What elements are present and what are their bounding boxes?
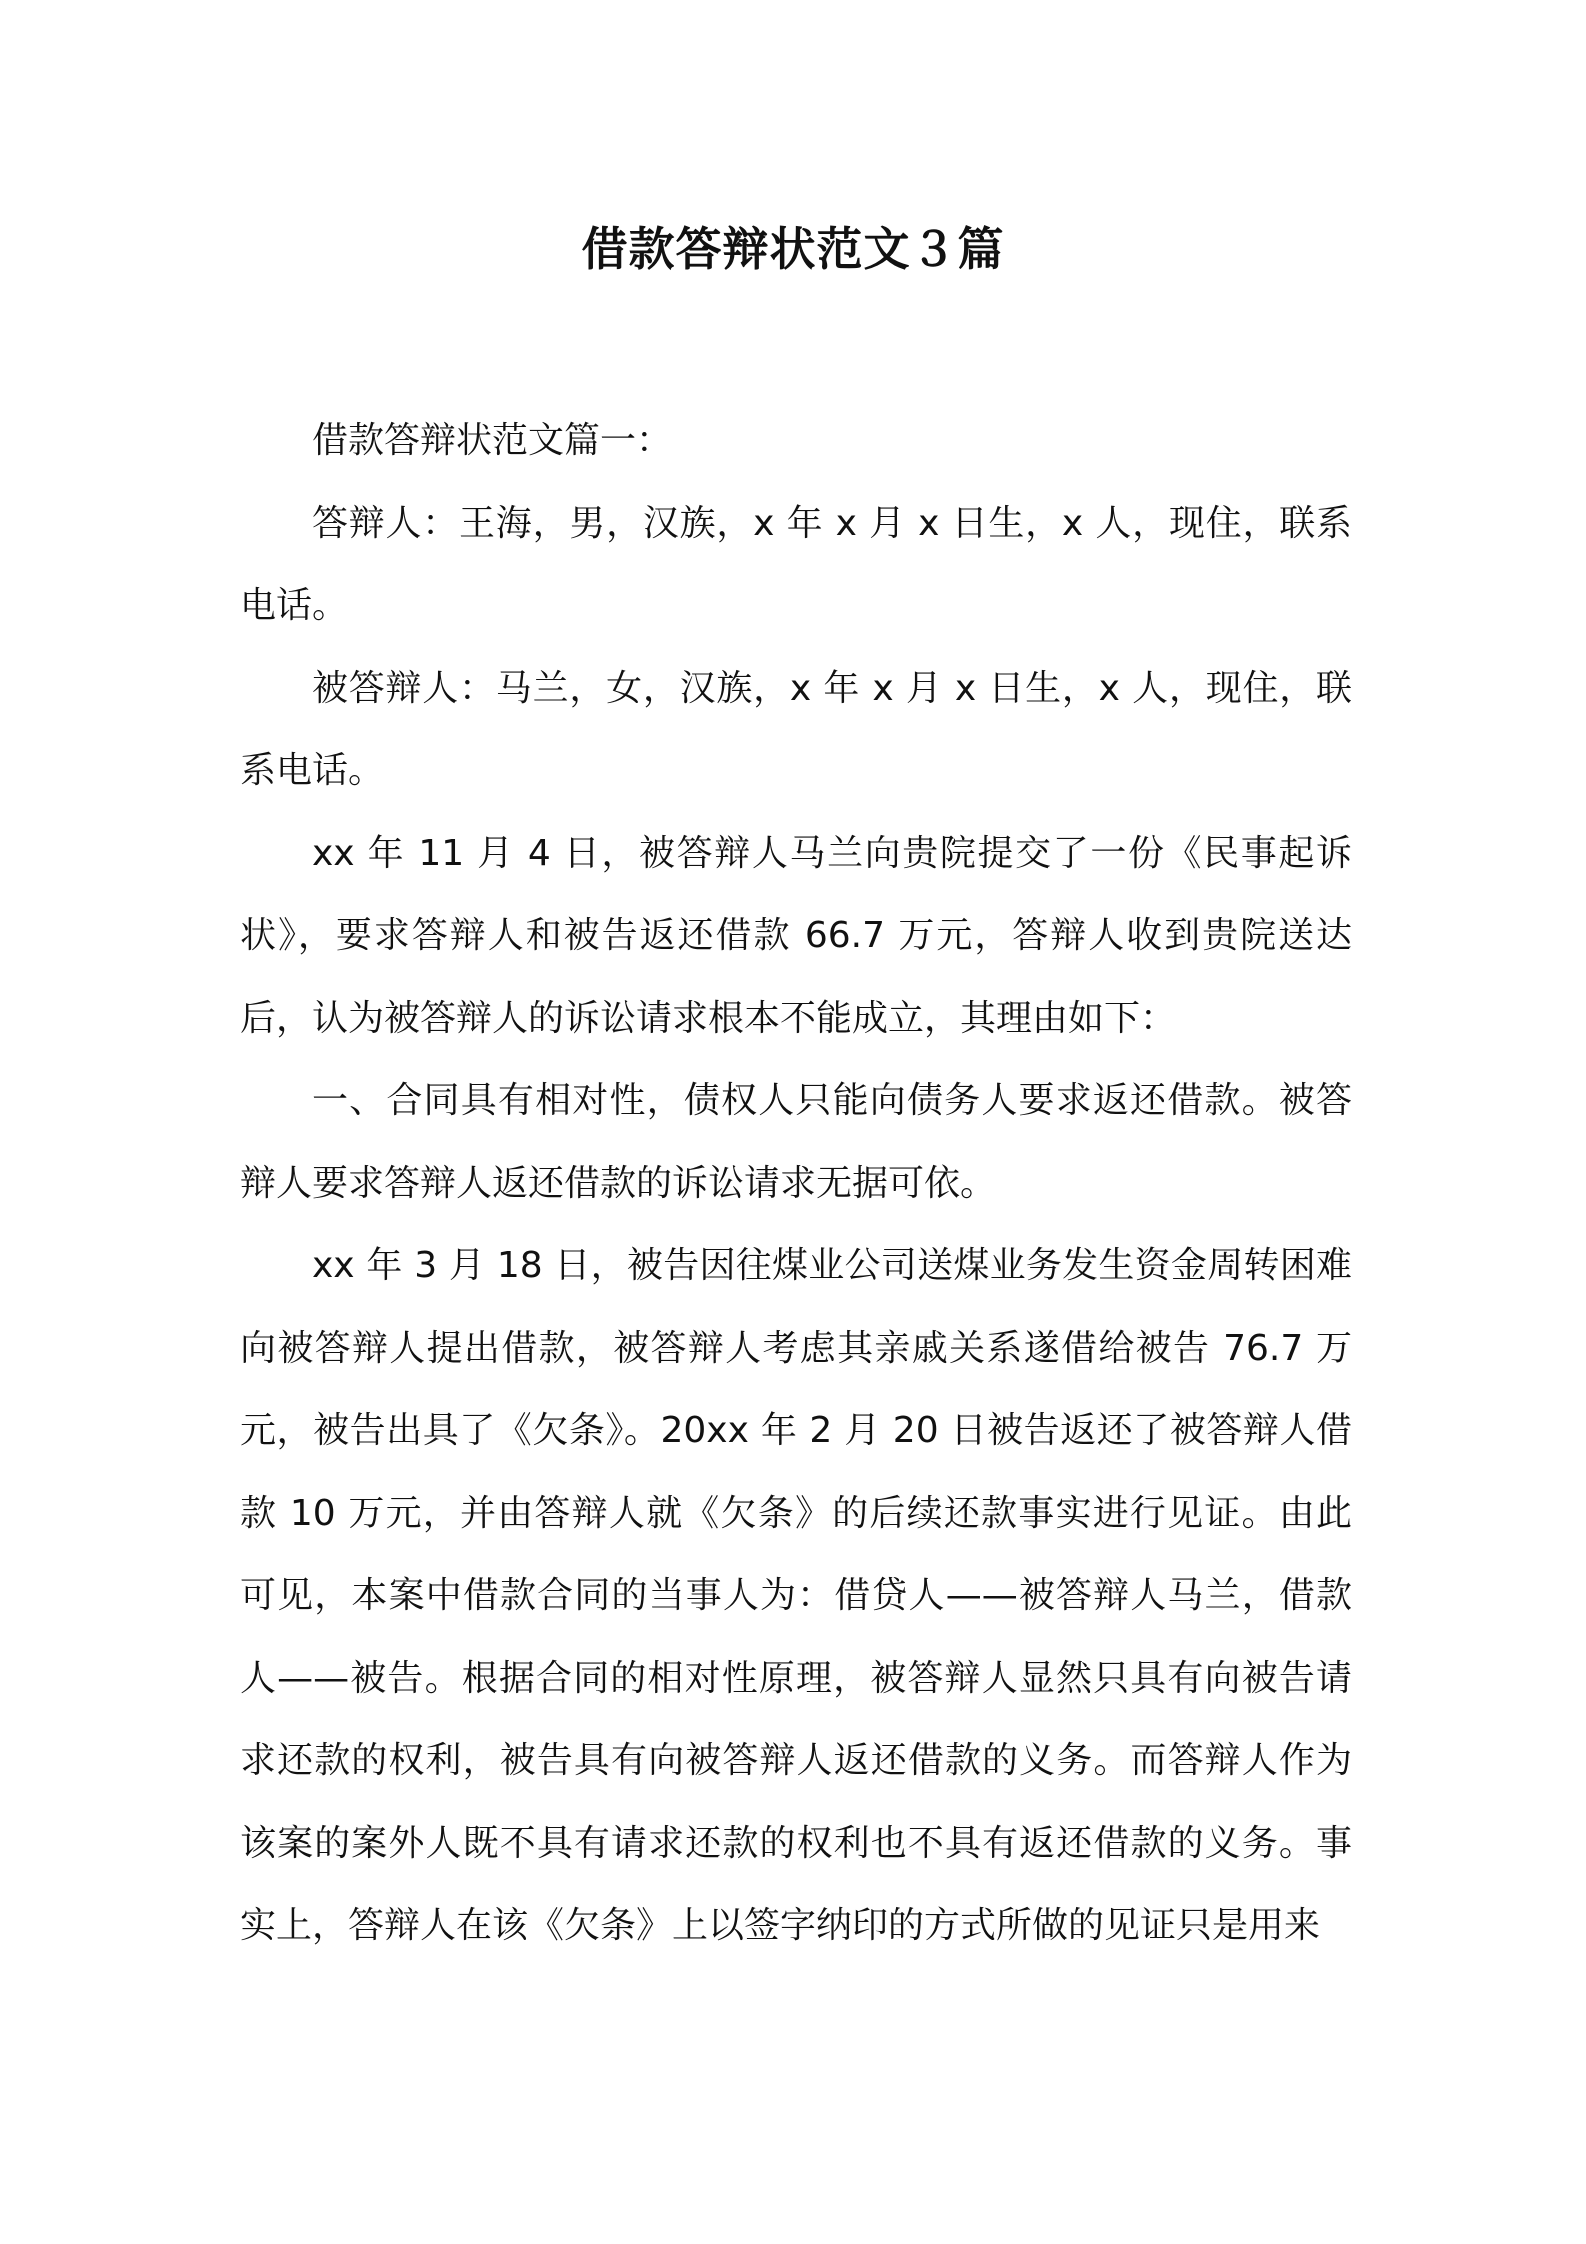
document-body (240, 400, 1352, 1968)
paragraph-section-heading: 借款答辩状范文篇一： (312, 420, 673, 461)
paragraph-point-one: 一、合同具有相对性，债权人只能向债务人要求返还借款。被答辩人要求答辩人返还借款的诉讼请求无据可依。 (240, 1080, 1352, 1204)
paragraph-facts: xx 年 3 月 18 日，被告因往煤业公司送煤业务发生资金周转困难向被答辩人提出借款，被答辩人考虑其亲戚关系遂借给被告 76.7 万元，被告出具了《欠条》。20xx 年 2 月 20 日被告返还了被答辩人借款 10 万元，并由答辩人就《欠条》的后续还款事实进行见证。由此可见，本案中借款合同的当事人为：借贷人——被答辩人马兰，借款人——被告。根据合同的相对性原理，被答辩人显然只具有向被告请求还款的权利，被告具有向被答辩人返还借款的义务。而答辩人作为该案的案外人既不具有请求还款的权利也不具有返还借款的义务。事实上，答辩人在该《欠条》上以签字纳印的方式所做的见证只是用来 (240, 1245, 1352, 1946)
paragraph-plaintiff: 被答辩人：马兰，女，汉族，x 年 x 月 x 日生，x 人，现住，联系电话。 (240, 667, 1352, 791)
paragraph-respondent: 答辩人：王海，男，汉族，x 年 x 月 x 日生，x 人，现住，联系电话。 (240, 502, 1352, 626)
paragraph-intro: xx 年 11 月 4 日，被答辩人马兰向贵院提交了一份《民事起诉状》，要求答辩人和被告返还借款 66.7 万元，答辩人收到贵院送达后，认为被答辩人的诉讼请求根本不能成立，其理由如下： (240, 832, 1352, 1039)
document-title: 借款答辩状范文３篇 (581, 222, 1005, 276)
